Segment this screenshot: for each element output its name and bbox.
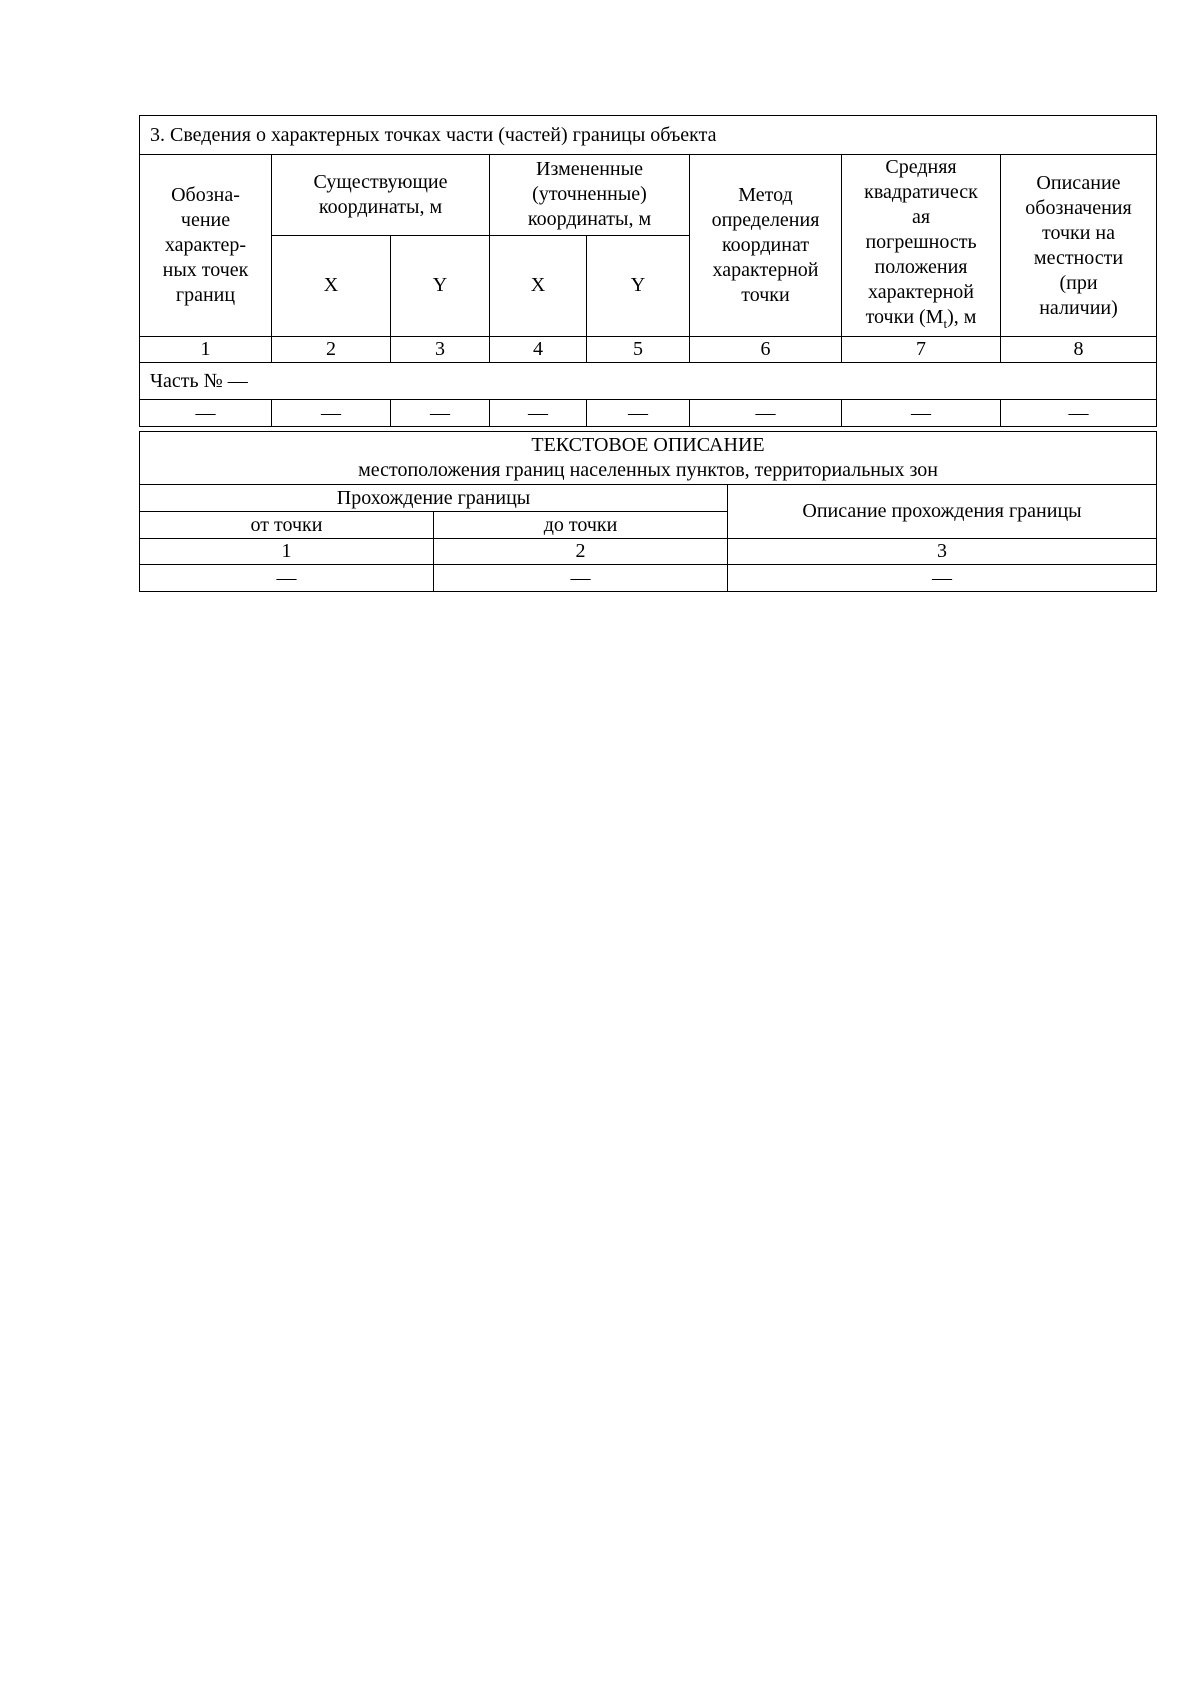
column-number: 2 <box>272 337 391 363</box>
table-cell: — <box>272 400 391 427</box>
table-cell: — <box>690 400 842 427</box>
text-description-table <box>139 431 1157 592</box>
header-error <box>842 155 1001 337</box>
table-cell: — <box>842 400 1001 427</box>
header-y-existing: Y <box>391 235 490 336</box>
table-cell: — <box>140 400 272 427</box>
header-changed-coordinates: Измененные (уточненные) координаты, м <box>490 155 690 236</box>
header-x-changed: X <box>490 235 587 336</box>
header-y-changed: Y <box>587 235 690 336</box>
header-error-text: Средняя квадратическ ая погрешность положения характерной точки (M <box>864 156 978 328</box>
from-point-header: от точки <box>140 512 434 539</box>
table-cell: — <box>728 565 1157 592</box>
part-label: Часть № — <box>140 363 1157 400</box>
column-number: 1 <box>140 539 434 565</box>
characteristic-points-table <box>139 115 1157 427</box>
table-cell: — <box>1001 400 1157 427</box>
text-description-heading <box>140 432 1157 485</box>
text-description-subtitle: местоположения границ населенных пунктов, территориальных зон <box>358 459 938 481</box>
column-number: 1 <box>140 337 272 363</box>
column-number: 3 <box>728 539 1157 565</box>
header-x-existing: X <box>272 235 391 336</box>
table-cell: — <box>434 565 728 592</box>
header-existing-coordinates: Существующие координаты, м <box>272 155 490 236</box>
column-number: 6 <box>690 337 842 363</box>
table-cell: — <box>391 400 490 427</box>
to-point-header: до точки <box>434 512 728 539</box>
header-method: Метод определения координат характерной точки <box>690 155 842 337</box>
table-cell: — <box>587 400 690 427</box>
header-description: Описание обозначения точки на местности (при наличии) <box>1001 155 1157 337</box>
passage-header: Прохождение границы <box>140 485 728 512</box>
header-point-designation: Обозна- чение характер- ных точек границ <box>140 155 272 337</box>
column-number: 4 <box>490 337 587 363</box>
table-cell: — <box>490 400 587 427</box>
column-number: 3 <box>391 337 490 363</box>
column-number: 2 <box>434 539 728 565</box>
header-error-tail: ), м <box>947 306 977 328</box>
column-number: 5 <box>587 337 690 363</box>
header-error-subscript: t <box>943 316 948 331</box>
passage-description-header: Описание прохождения границы <box>728 485 1157 539</box>
section-title: 3. Сведения о характерных точках части (частей) границы объекта <box>140 116 1157 155</box>
table-cell: — <box>140 565 434 592</box>
text-description-title: ТЕКСТОВОЕ ОПИСАНИЕ <box>531 434 765 456</box>
column-number: 7 <box>842 337 1001 363</box>
column-number: 8 <box>1001 337 1157 363</box>
